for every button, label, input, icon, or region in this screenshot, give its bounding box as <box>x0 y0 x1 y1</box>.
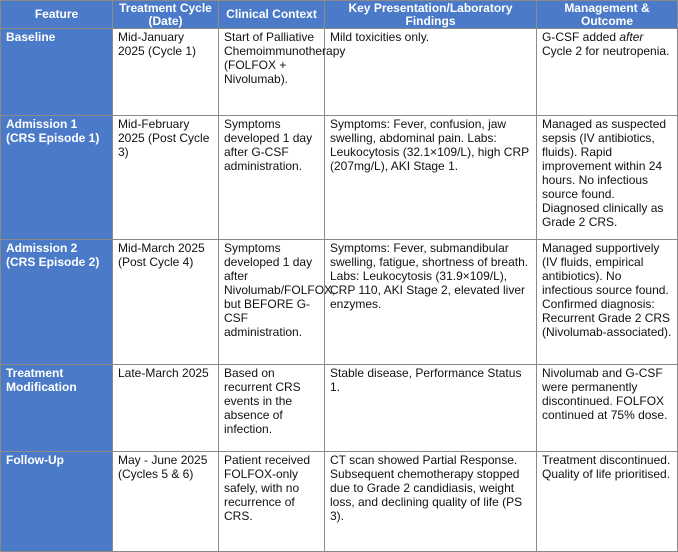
clinical-context-cell: Patient received FOLFOX-only safely, with no recurrence of CRS. <box>219 452 325 552</box>
key-findings-cell: CT scan showed Partial Response. Subsequent chemotherapy stopped due to Grade 2 candidiasis, weight loss, and declining quality of life (PS 3). <box>325 452 537 552</box>
header-clinical-context: Clinical Context <box>219 1 325 29</box>
management-outcome-cell: Nivolumab and G-CSF were permanently discontinued. FOLFOX continued at 75% dose. <box>537 365 678 452</box>
table-row <box>1 240 678 365</box>
table-row <box>1 116 678 240</box>
row-feature-cell: Admission 2 (CRS Episode 2) <box>1 240 113 365</box>
table-row <box>1 365 678 452</box>
management-emphasis: after <box>619 30 644 44</box>
treatment-cycle-cell: Mid-February 2025 (Post Cycle 3) <box>113 116 219 240</box>
header-key-findings: Key Presentation/Laboratory Findings <box>325 1 537 29</box>
key-findings-cell: Mild toxicities only. <box>325 29 537 116</box>
key-findings-cell: Stable disease, Performance Status 1. <box>325 365 537 452</box>
treatment-cycle-cell: Mid-January 2025 (Cycle 1) <box>113 29 219 116</box>
header-treatment-cycle: Treatment Cycle (Date) <box>113 1 219 29</box>
management-text-end: Cycle 2 for neutropenia. <box>542 44 670 58</box>
row-feature-cell: Follow-Up <box>1 452 113 552</box>
clinical-context-cell: Symptoms developed 1 day after Nivolumab/FOLFOX, but BEFORE G-CSF administration. <box>219 240 325 365</box>
treatment-cycle-cell: Late-March 2025 <box>113 365 219 452</box>
table-row <box>1 452 678 552</box>
table-header-row <box>1 1 678 29</box>
treatment-cycle-cell: Mid-March 2025 (Post Cycle 4) <box>113 240 219 365</box>
management-outcome-cell: Treatment discontinued. Quality of life prioritised. <box>537 452 678 552</box>
row-feature-cell: Treatment Modification <box>1 365 113 452</box>
header-feature: Feature <box>1 1 113 29</box>
key-findings-cell: Symptoms: Fever, confusion, jaw swelling, abdominal pain. Labs: Leukocytosis (32.1×109/L), high CRP (207mg/L), AKI Stage 1. <box>325 116 537 240</box>
management-outcome-cell: Managed as suspected sepsis (IV antibiotics, fluids). Rapid improvement within 24 hours. No infectious source found. Diagnosed clinically as Grade 2 CRS. <box>537 116 678 240</box>
clinical-context-cell: Symptoms developed 1 day after G-CSF administration. <box>219 116 325 240</box>
clinical-context-cell: Based on recurrent CRS events in the absence of infection. <box>219 365 325 452</box>
table-row <box>1 29 678 116</box>
treatment-cycle-cell: May - June 2025 (Cycles 5 & 6) <box>113 452 219 552</box>
clinical-context-cell: Start of Palliative Chemoimmunotherapy (FOLFOX + Nivolumab). <box>219 29 325 116</box>
management-outcome-cell: Managed supportively (IV fluids, empirical antibiotics). No infectious source found. Confirmed diagnosis: Recurrent Grade 2 CRS (Nivolumab-associated). <box>537 240 678 365</box>
key-findings-cell: Symptoms: Fever, submandibular swelling, fatigue, shortness of breath. Labs: Leukocytosis (31.9×109/L), CRP 110, AKI Stage 2, elevated liver enzymes. <box>325 240 537 365</box>
row-feature-cell: Baseline <box>1 29 113 116</box>
management-text-start: G-CSF added <box>542 30 620 44</box>
row-feature-cell: Admission 1 (CRS Episode 1) <box>1 116 113 240</box>
management-outcome-cell <box>537 29 678 116</box>
header-management-outcome: Management & Outcome <box>537 1 678 29</box>
